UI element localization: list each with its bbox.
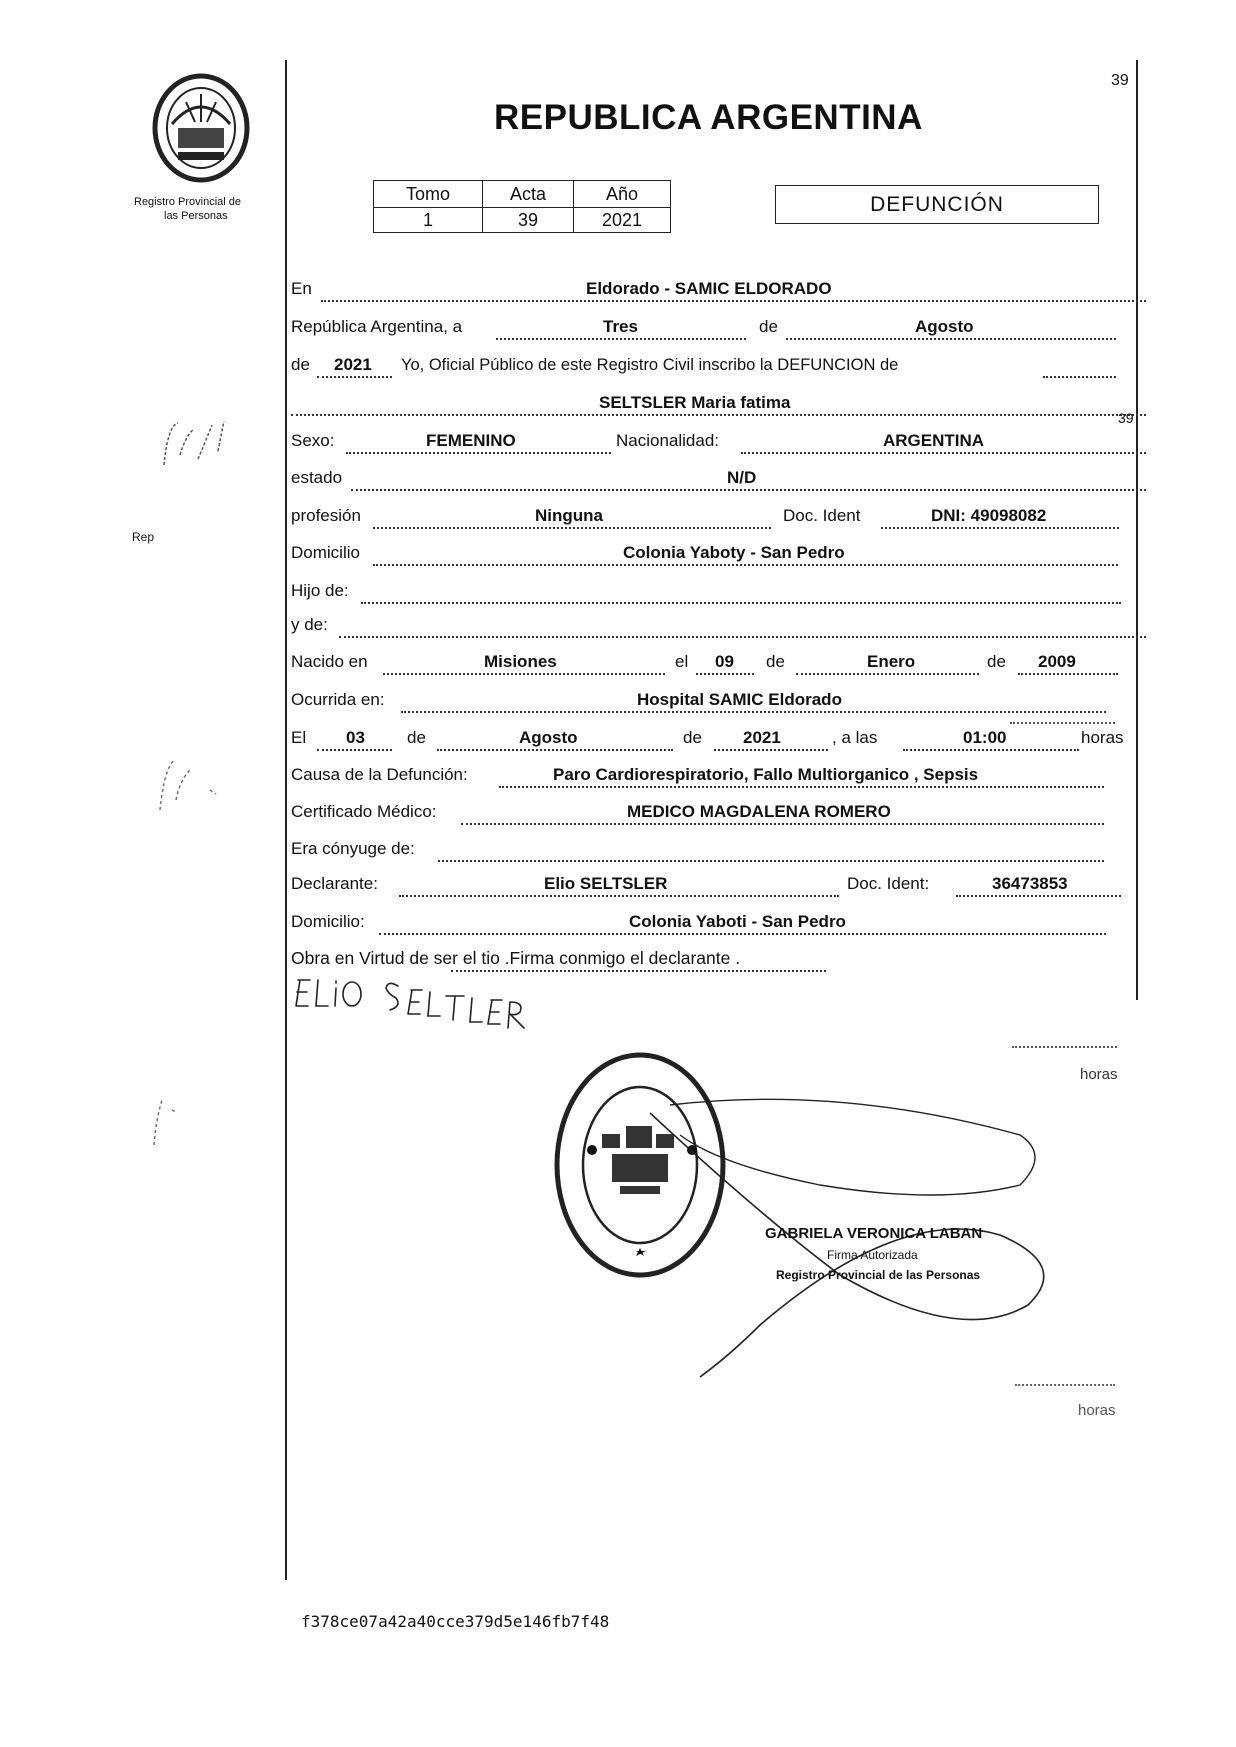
doc2-label: Doc. Ident: bbox=[847, 874, 930, 893]
margin-dots-1 bbox=[1012, 1046, 1117, 1048]
row-declarante bbox=[291, 865, 1148, 899]
declarante-value: Elio SELTSLER bbox=[544, 874, 668, 893]
horas-label: horas bbox=[1081, 728, 1124, 747]
official-office: Registro Provincial de las Personas bbox=[776, 1268, 981, 1282]
right-margin-horas-2: horas bbox=[1078, 1402, 1116, 1419]
name-margin-number: 39 bbox=[1118, 410, 1134, 426]
yde-label: y de: bbox=[291, 615, 328, 634]
tomo-header: Tomo bbox=[374, 181, 483, 208]
de6-label: de bbox=[683, 728, 702, 747]
ocurrida-value: Hospital SAMIC Eldorado bbox=[637, 690, 842, 709]
anio-header: Año bbox=[574, 181, 671, 208]
right-margin-horas-1: horas bbox=[1080, 1066, 1118, 1083]
republica-label: República Argentina, a bbox=[291, 317, 463, 336]
de3-label: de bbox=[766, 652, 785, 671]
left-margin-scribble-2 bbox=[150, 750, 240, 823]
en-label: En bbox=[291, 279, 312, 298]
obra-text: Obra en Virtud de ser el tio .Firma conmigo el declarante . bbox=[291, 948, 741, 968]
doc-label: Doc. Ident bbox=[783, 506, 861, 525]
office-name-line1: Registro Provincial de bbox=[134, 196, 241, 208]
alas-label: , a las bbox=[832, 728, 878, 747]
domicilio2-label: Domicilio: bbox=[291, 912, 365, 931]
province-emblem bbox=[150, 72, 252, 184]
document-title: REPUBLICA ARGENTINA bbox=[494, 98, 923, 137]
official-role: Firma Autorizada bbox=[827, 1248, 918, 1262]
row-certificado bbox=[291, 793, 1148, 827]
causa-label: Causa de la Defunción: bbox=[291, 765, 468, 784]
nacido-label: Nacido en bbox=[291, 652, 368, 671]
row-causa bbox=[291, 756, 1148, 790]
certificado-label: Certificado Médico: bbox=[291, 802, 437, 821]
el2-label: El bbox=[291, 728, 307, 747]
acta-header: Acta bbox=[483, 181, 574, 208]
row-date bbox=[291, 308, 1148, 342]
tomo-value: 1 bbox=[374, 208, 483, 233]
en-value: Eldorado - SAMIC ELDORADO bbox=[586, 279, 832, 298]
deceased-name: SELTSLER Maria fatima bbox=[599, 393, 791, 412]
ocurrida-label: Ocurrida en: bbox=[291, 690, 385, 709]
statement-text: Yo, Oficial Público de este Registro Civil inscribo la DEFUNCION de bbox=[401, 356, 899, 374]
row-yde bbox=[291, 606, 1148, 640]
acta-value: 39 bbox=[483, 208, 574, 233]
row-estado bbox=[291, 459, 1148, 493]
row-conyuge bbox=[291, 830, 1148, 864]
profesion-value: Ninguna bbox=[535, 506, 603, 525]
sexo-label: Sexo: bbox=[291, 431, 335, 450]
day-value: Tres bbox=[603, 317, 638, 336]
doc-value: DNI: 49098082 bbox=[931, 506, 1047, 525]
el-label: el bbox=[675, 652, 689, 671]
row-domicilio bbox=[291, 534, 1148, 568]
declarante-label: Declarante: bbox=[291, 874, 378, 893]
margin-dots-3 bbox=[1010, 722, 1115, 724]
month-value: Agosto bbox=[915, 317, 974, 336]
estado-label: estado bbox=[291, 468, 343, 487]
document-hash: f378ce07a42a40cce379d5e146fb7f48 bbox=[301, 1612, 610, 1631]
row-hijo bbox=[291, 572, 1148, 606]
official-name: GABRIELA VERONICA LABAN bbox=[765, 1225, 983, 1242]
doc2-value: 36473853 bbox=[992, 874, 1068, 893]
death-time: 01:00 bbox=[963, 728, 1007, 747]
anio-value: 2021 bbox=[574, 208, 671, 233]
death-year: 2021 bbox=[743, 728, 781, 747]
year-value: 2021 bbox=[334, 355, 372, 374]
row-domicilio2 bbox=[291, 903, 1148, 937]
profesion-label: profesión bbox=[291, 506, 361, 525]
declarant-signature bbox=[292, 972, 552, 1032]
left-border-line bbox=[285, 60, 287, 1580]
de2-label: de bbox=[291, 355, 310, 374]
causa-value: Paro Cardiorespiratorio, Fallo Multiorganico , Sepsis bbox=[553, 765, 979, 784]
de5-label: de bbox=[407, 728, 426, 747]
domicilio2-value: Colonia Yaboti - San Pedro bbox=[629, 912, 846, 931]
margin-note: Rep bbox=[132, 530, 155, 544]
row-en bbox=[291, 270, 1148, 304]
nacionalidad-label: Nacionalidad: bbox=[616, 431, 720, 450]
birth-month: Enero bbox=[867, 652, 916, 671]
birth-year: 2009 bbox=[1038, 652, 1076, 671]
row-obra bbox=[291, 940, 1148, 974]
certificado-value: MEDICO MAGDALENA ROMERO bbox=[627, 802, 891, 821]
left-margin-scribble-1 bbox=[158, 415, 238, 478]
row-profesion bbox=[291, 497, 1148, 531]
row-nacido bbox=[291, 643, 1148, 677]
domicilio-label: Domicilio bbox=[291, 543, 360, 562]
row-sexo bbox=[291, 422, 1148, 456]
conyuge-label: Era cónyuge de: bbox=[291, 839, 415, 858]
de4-label: de bbox=[987, 652, 1006, 671]
domicilio-value: Colonia Yaboty - San Pedro bbox=[623, 543, 845, 562]
death-day: 03 bbox=[346, 728, 365, 747]
hijo-label: Hijo de: bbox=[291, 581, 349, 600]
record-type-box: DEFUNCIÓN bbox=[775, 185, 1099, 224]
nacido-value: Misiones bbox=[484, 652, 557, 671]
page-number: 39 bbox=[1111, 72, 1129, 89]
row-statement bbox=[291, 346, 1148, 380]
death-month: Agosto bbox=[519, 728, 578, 747]
row-death-date bbox=[291, 719, 1148, 753]
estado-value: N/D bbox=[727, 468, 757, 487]
row-ocurrida bbox=[291, 681, 1148, 715]
left-margin-scribble-3 bbox=[144, 1090, 194, 1153]
sexo-value: FEMENINO bbox=[426, 431, 516, 450]
registry-table bbox=[373, 180, 671, 233]
nacionalidad-value: ARGENTINA bbox=[883, 431, 985, 450]
office-name-line2: las Personas bbox=[164, 210, 228, 222]
birth-day: 09 bbox=[715, 652, 734, 671]
row-name bbox=[291, 384, 1148, 418]
de-label: de bbox=[759, 317, 778, 336]
